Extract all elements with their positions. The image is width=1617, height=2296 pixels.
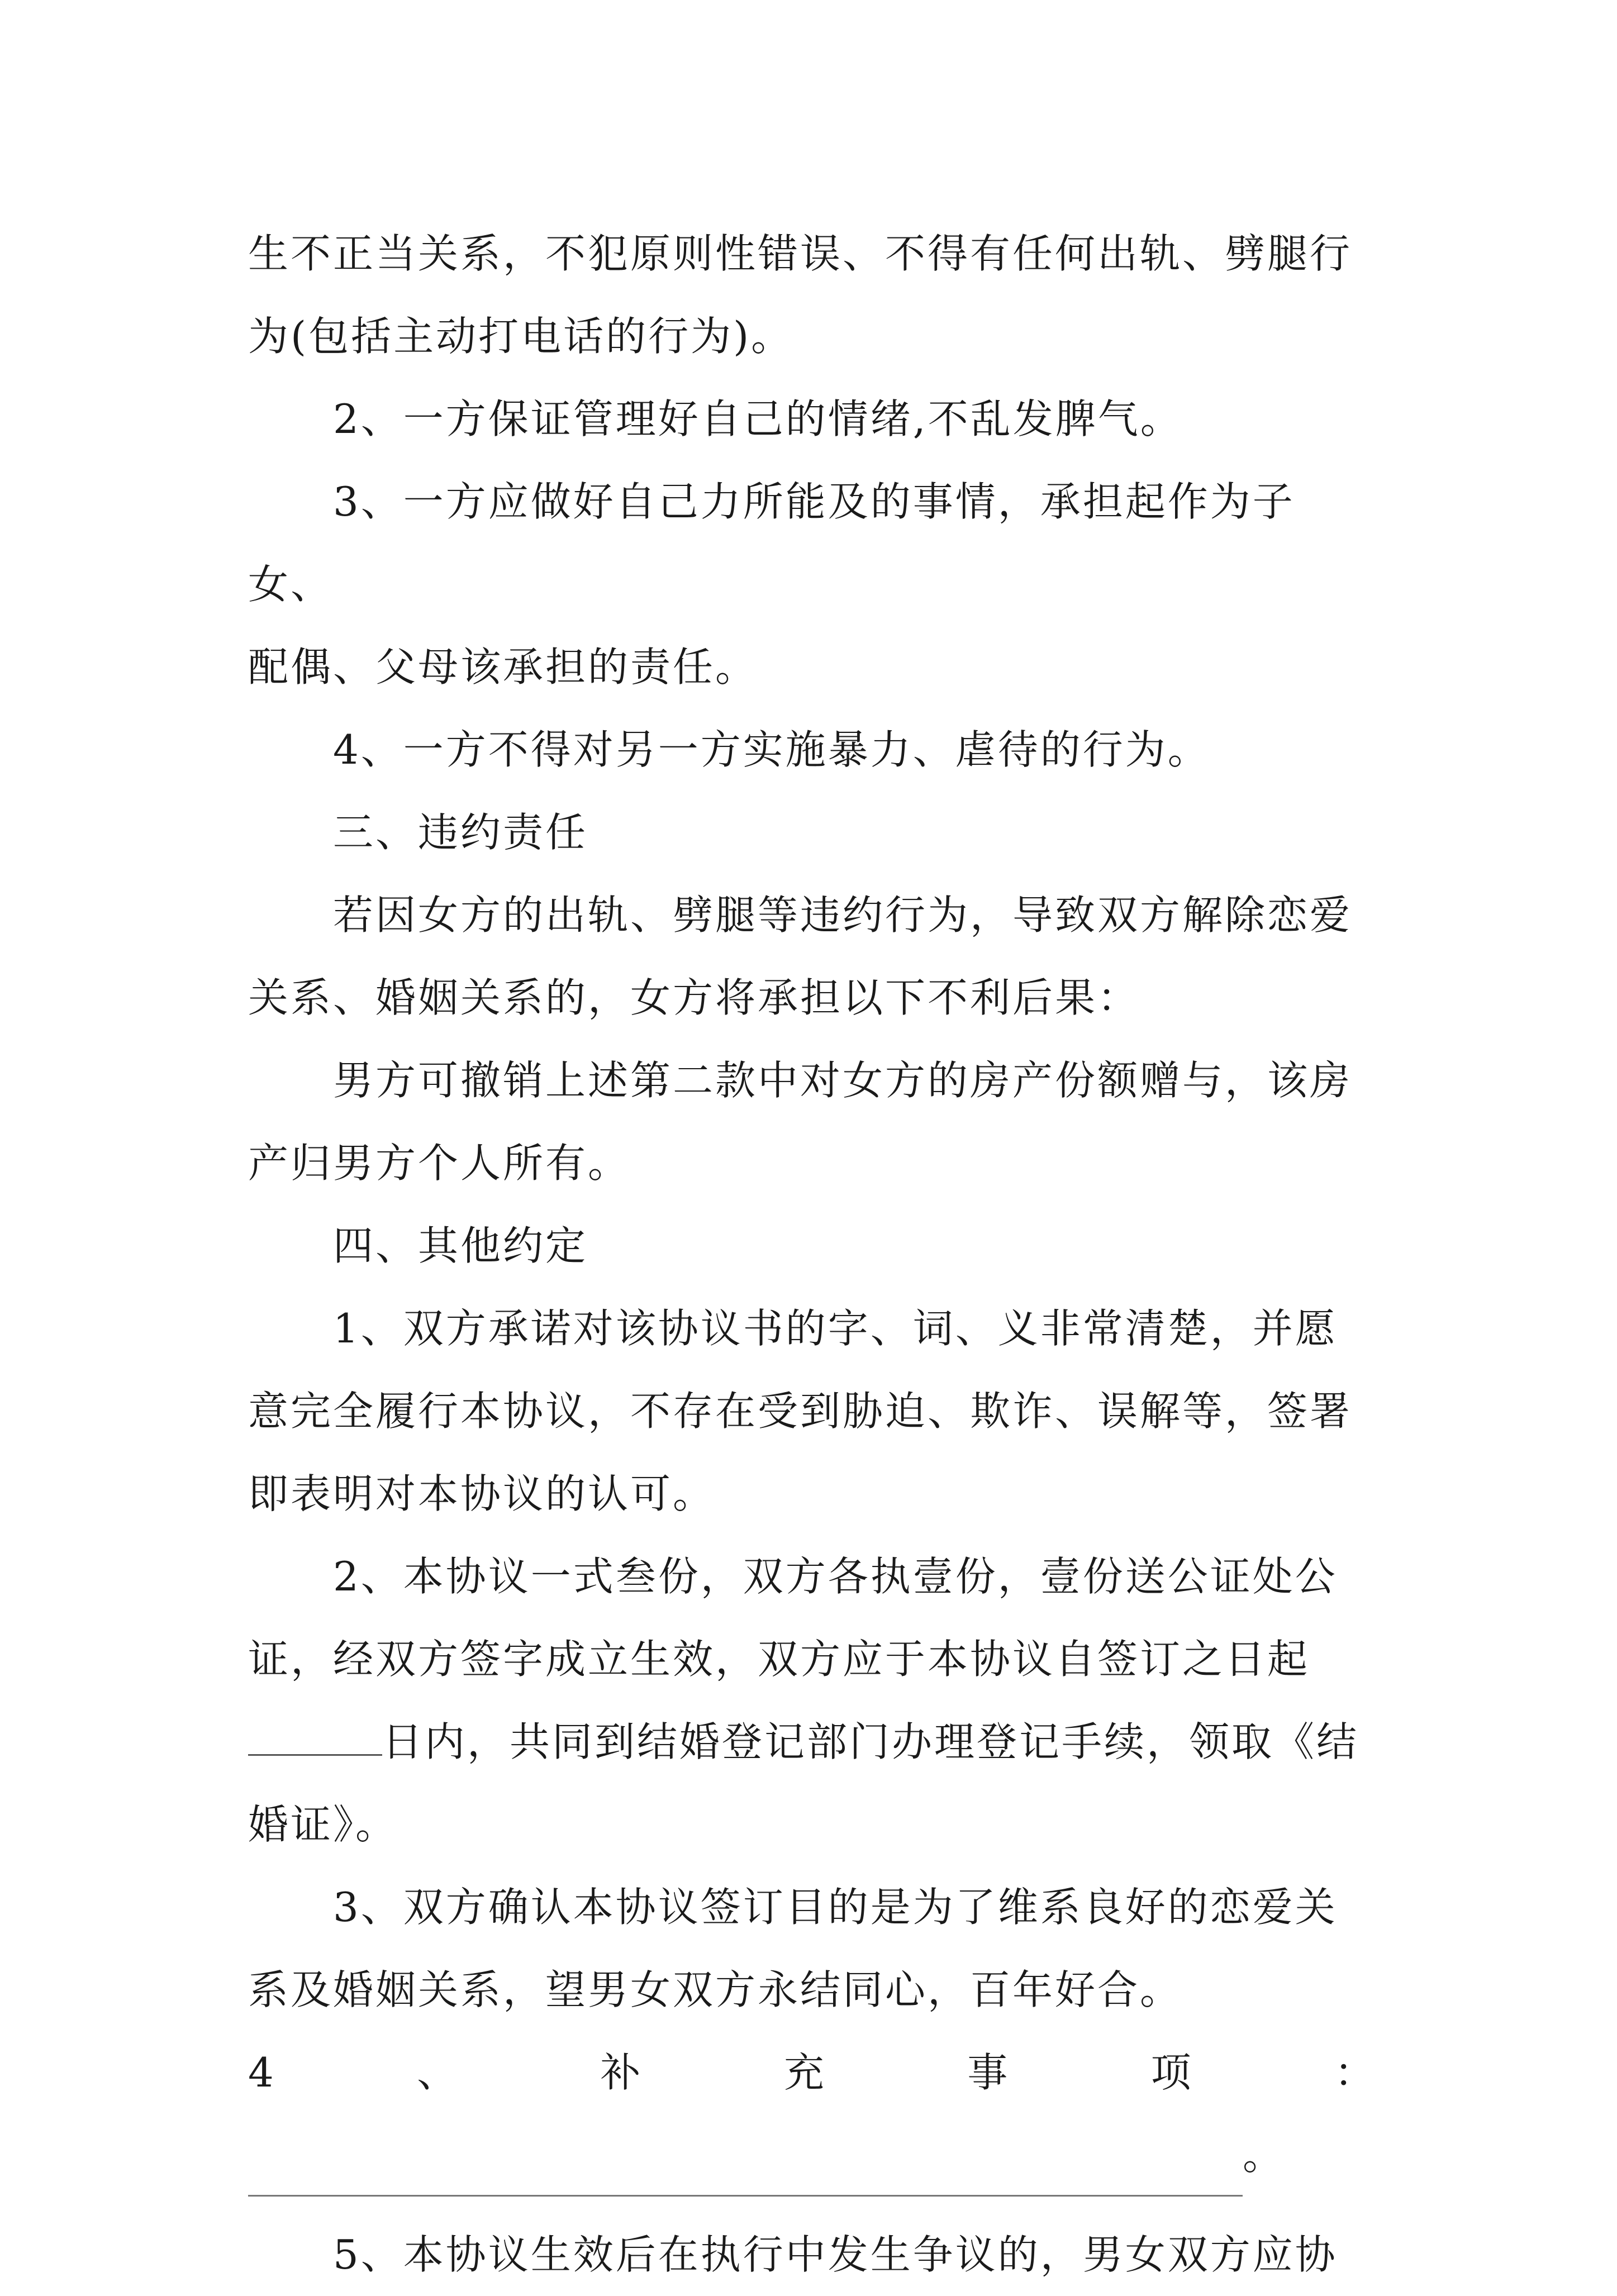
spread-char: ： — [1334, 2049, 1377, 2096]
paragraph-line: 为(包括主动打电话的行为)。 — [248, 313, 794, 360]
paragraph-line: 4、一方不得对另一方实施暴力、虐待的行为。 — [333, 726, 1210, 773]
spread-char: 4 — [248, 2049, 276, 2096]
paragraph-line: 意完全履行本协议，不存在受到胁迫、欺诈、误解等，签署 — [248, 1388, 1353, 1435]
paragraph-line: 5、本协议生效后在执行中发生争议的，男女双方应协 — [333, 2231, 1338, 2278]
section-heading: 四、其他约定 — [333, 1222, 588, 1269]
spread-char: 、 — [417, 2049, 460, 2096]
paragraph-line: 即表明对本协议的认可。 — [248, 1470, 716, 1517]
section-heading: 三、违约责任 — [333, 809, 588, 856]
paragraph-line: 若因女方的出轨、劈腿等违约行为，导致双方解除恋爱 — [333, 892, 1353, 939]
spacer — [248, 2197, 1377, 2213]
paragraph-line: 产归男方个人所有。 — [248, 1140, 631, 1187]
paragraph-line: 3、一方应做好自己力所能及的事情，承担起作为子女、 — [248, 478, 1295, 608]
paragraph-line: 关系、婚姻关系的，女方将承担以下不利后果： — [248, 974, 1140, 1021]
spread-char: 项 — [1150, 2049, 1193, 2096]
spread-char: 充 — [783, 2049, 826, 2096]
paragraph-line: 证，经双方签字成立生效，双方应于本协议自签订之日起 — [248, 1636, 1310, 1683]
paragraph-text: 日内，共同到结婚登记部门办理登记手续，领取《结 — [382, 1718, 1359, 1765]
paragraph-line: 3、双方确认本协议签订目的是为了维系良好的恋爱关 — [333, 1884, 1338, 1931]
paragraph-line: 生不正当关系，不犯原则性错误、不得有任何出轨、劈腿行 — [248, 230, 1353, 277]
document-body — [248, 212, 1377, 2296]
supplementary-items-line — [248, 2114, 1377, 2197]
fill-in-blank-days — [248, 1718, 382, 1756]
paragraph-line: 2、一方保证管理好自己的情绪,不乱发脾气。 — [333, 396, 1183, 442]
supplementary-items-label — [248, 2031, 1377, 2114]
paragraph-line: 婚证》。 — [248, 1801, 398, 1848]
line-end-period: 。 — [1243, 2132, 1286, 2179]
paragraph-line — [248, 1700, 1377, 1783]
paragraph-line: 1、双方承诺对该协议书的字、词、义非常清楚，并愿 — [333, 1305, 1338, 1352]
spread-char: 事 — [967, 2049, 1010, 2096]
paragraph-line: 系及婚姻关系，望男女双方永结同心，百年好合。 — [248, 1966, 1183, 2013]
spread-char: 补 — [600, 2049, 643, 2096]
paragraph-line: 男方可撤销上述第二款中对女方的房产份额赠与，该房 — [333, 1057, 1353, 1104]
paragraph-line: 配偶、父母该承担的责任。 — [248, 644, 758, 690]
paragraph-line: 2、本协议一式叁份，双方各执壹份，壹份送公证处公 — [333, 1553, 1338, 1600]
fill-in-blank-supplement — [248, 2139, 1243, 2197]
